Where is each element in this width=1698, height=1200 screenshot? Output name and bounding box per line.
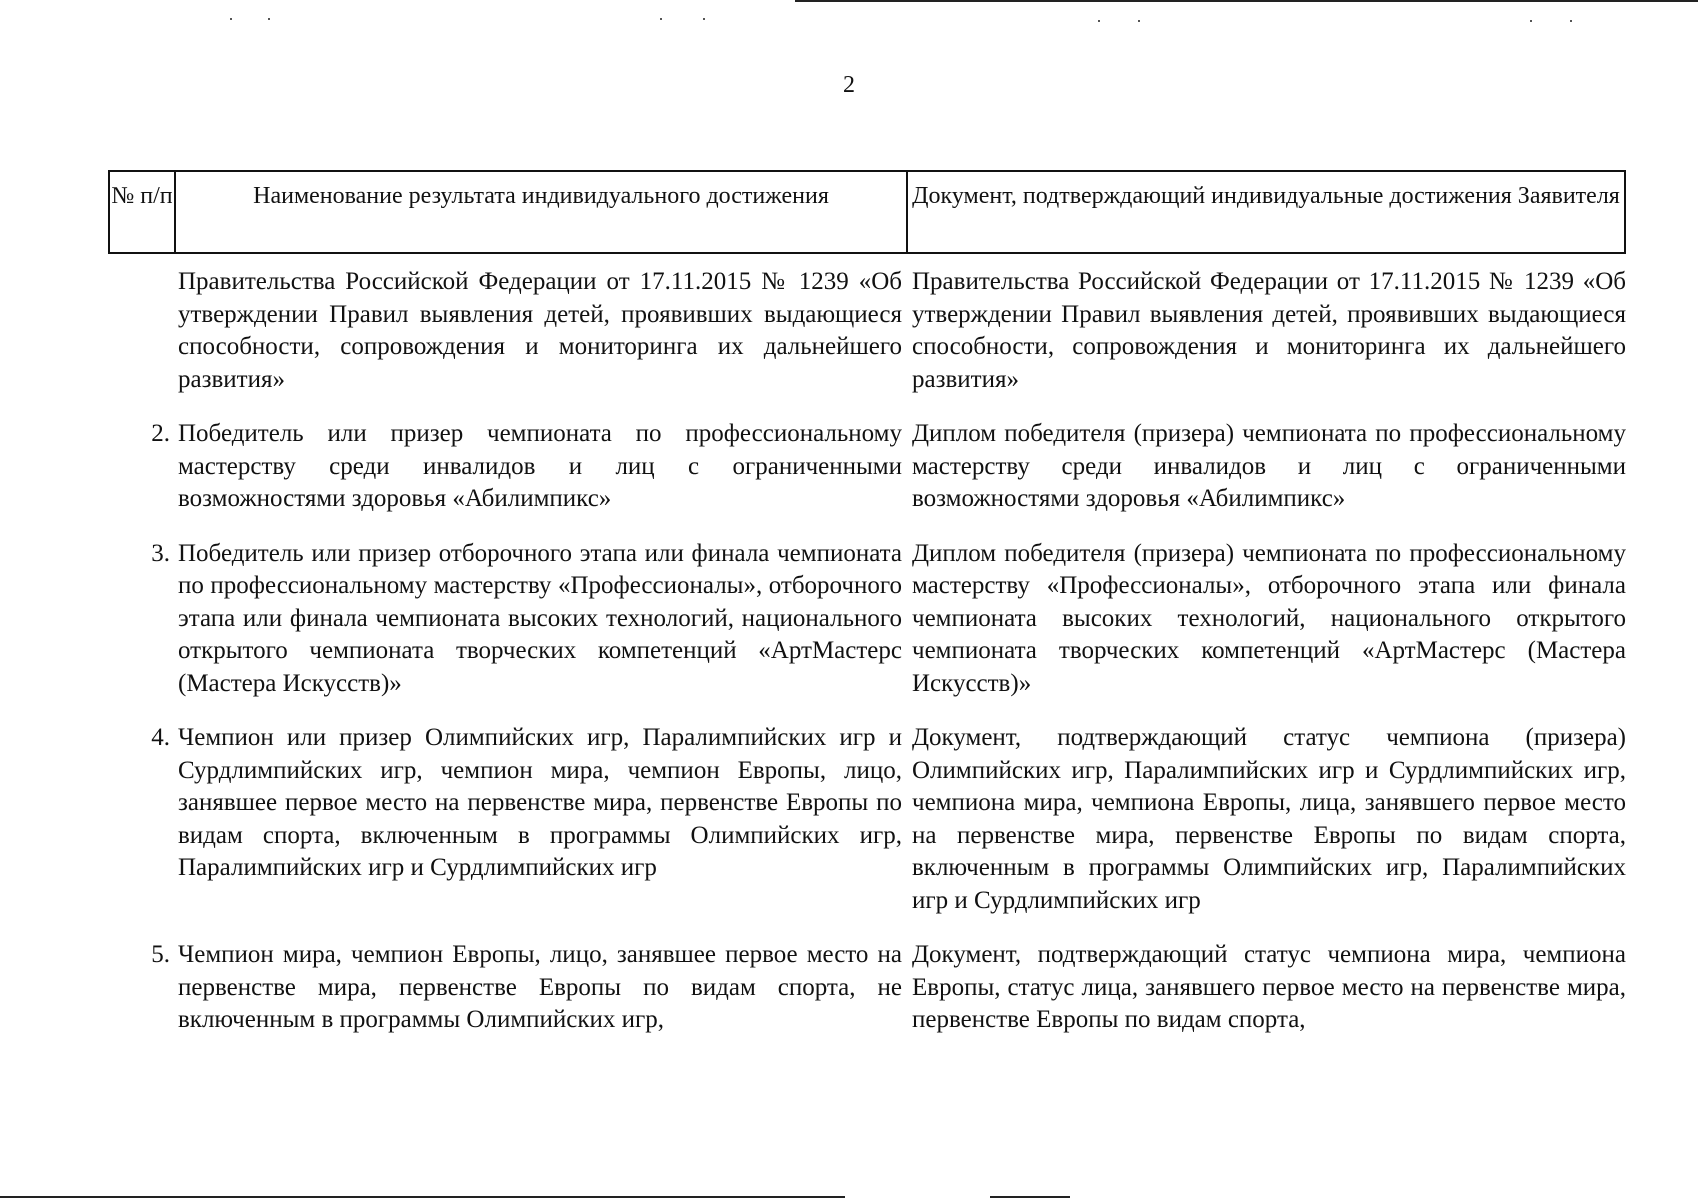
row-number: 3.	[151, 539, 170, 567]
scan-mark	[660, 18, 662, 20]
table-row	[108, 939, 1626, 1037]
row-number	[108, 266, 178, 396]
scan-mark	[230, 18, 232, 20]
row-number: 4.	[151, 724, 170, 751]
row-number: 5.	[151, 941, 170, 968]
confirming-document: Документ, подтверждающий статус чемпиона мира, чемпиона Европы, статус лица, занявшего первое место на первенстве мира, первенстве Европы по видам спорта,	[912, 941, 1626, 1033]
scan-mark	[1098, 20, 1100, 22]
page-number: 2	[843, 72, 855, 98]
bottom-edge-rule	[990, 1196, 1070, 1198]
table-row	[108, 418, 1626, 516]
scan-mark	[1530, 20, 1532, 22]
top-edge-rule	[795, 0, 1698, 2]
scan-mark	[1570, 20, 1572, 22]
column-header-number: № п/п	[111, 183, 173, 209]
bottom-edge-rule	[0, 1196, 845, 1198]
confirming-document: Диплом победителя (призера) чемпионата по профессиональному мастерству среди инвалидов и лиц с ограниченными возможностями здоровья «Абилимпикс»	[912, 420, 1626, 512]
table-row	[108, 266, 1626, 396]
table-row	[108, 538, 1626, 701]
achievement-name: Чемпион мира, чемпион Европы, лицо, занявшее первое место на первенстве мира, первенстве Европы по видам спорта, не включенным в программы Олимпийских игр,	[178, 941, 902, 1033]
achievement-name: Правительства Российской Федерации от 17.11.2015 № 1239 «Об утверждении Правил выявления детей, проявивших выдающиеся способности, сопровождения и мониторинга их дальнейшего развития»	[178, 268, 902, 393]
table-body	[108, 266, 1626, 1059]
achievement-name: Победитель или призер чемпионата по профессиональному мастерству среди инвалидов и лиц с ограниченными возможностями здоровья «Абилимпикс»	[178, 420, 902, 512]
row-number: 2.	[151, 420, 170, 447]
achievement-name: Чемпион или призер Олимпийских игр, Паралимпийских игр и Сурдлимпийских игр, чемпион мира, чемпион Европы, лицо, занявшее первое место на первенстве мира, первенстве Европы по видам спорта, включенным в программы Олимпийских игр, Паралимпийских игр и Сурдлимпийских игр	[178, 724, 902, 881]
column-header-document: Документ, подтверждающий индивидуальные достижения Заявителя	[906, 172, 1624, 252]
achievement-name: Победитель или призер отборочного этапа или финала чемпионата по профессиональному мастерству «Профессионалы», отборочного этапа или финала чемпионата высоких технологий, национального открытого чемпионата творческих компетенций «АртМастерс (Мастера Искусств)»	[178, 539, 902, 697]
column-header-achievement: Наименование результата индивидуального достижения	[174, 172, 906, 252]
confirming-document: Документ, подтверждающий статус чемпиона (призера) Олимпийских игр, Паралимпийских игр и Сурдлимпийских игр, чемпиона мира, чемпиона Европы, лица, занявшего первое место на первенстве мира, первенстве Европы по видам спорта, включенным в программы Олимпийских игр, Паралимпийских игр и Сурдлимпийских игр	[912, 724, 1626, 914]
confirming-document: Диплом победителя (призера) чемпионата по профессиональному мастерству «Профессионалы», отборочного этапа или финала чемпионата высоких технологий, национального открытого чемпионата творческих компетенций «АртМастерс (Мастера Искусств)»	[912, 539, 1626, 697]
table-row	[108, 722, 1626, 917]
confirming-document: Правительства Российской Федерации от 17.11.2015 № 1239 «Об утверждении Правил выявления детей, проявивших выдающиеся способности, сопровождения и мониторинга их дальнейшего развития»	[912, 268, 1626, 393]
scan-mark	[1138, 20, 1140, 22]
scan-mark	[268, 18, 270, 20]
scan-mark	[703, 18, 705, 20]
table-header	[108, 170, 1626, 254]
